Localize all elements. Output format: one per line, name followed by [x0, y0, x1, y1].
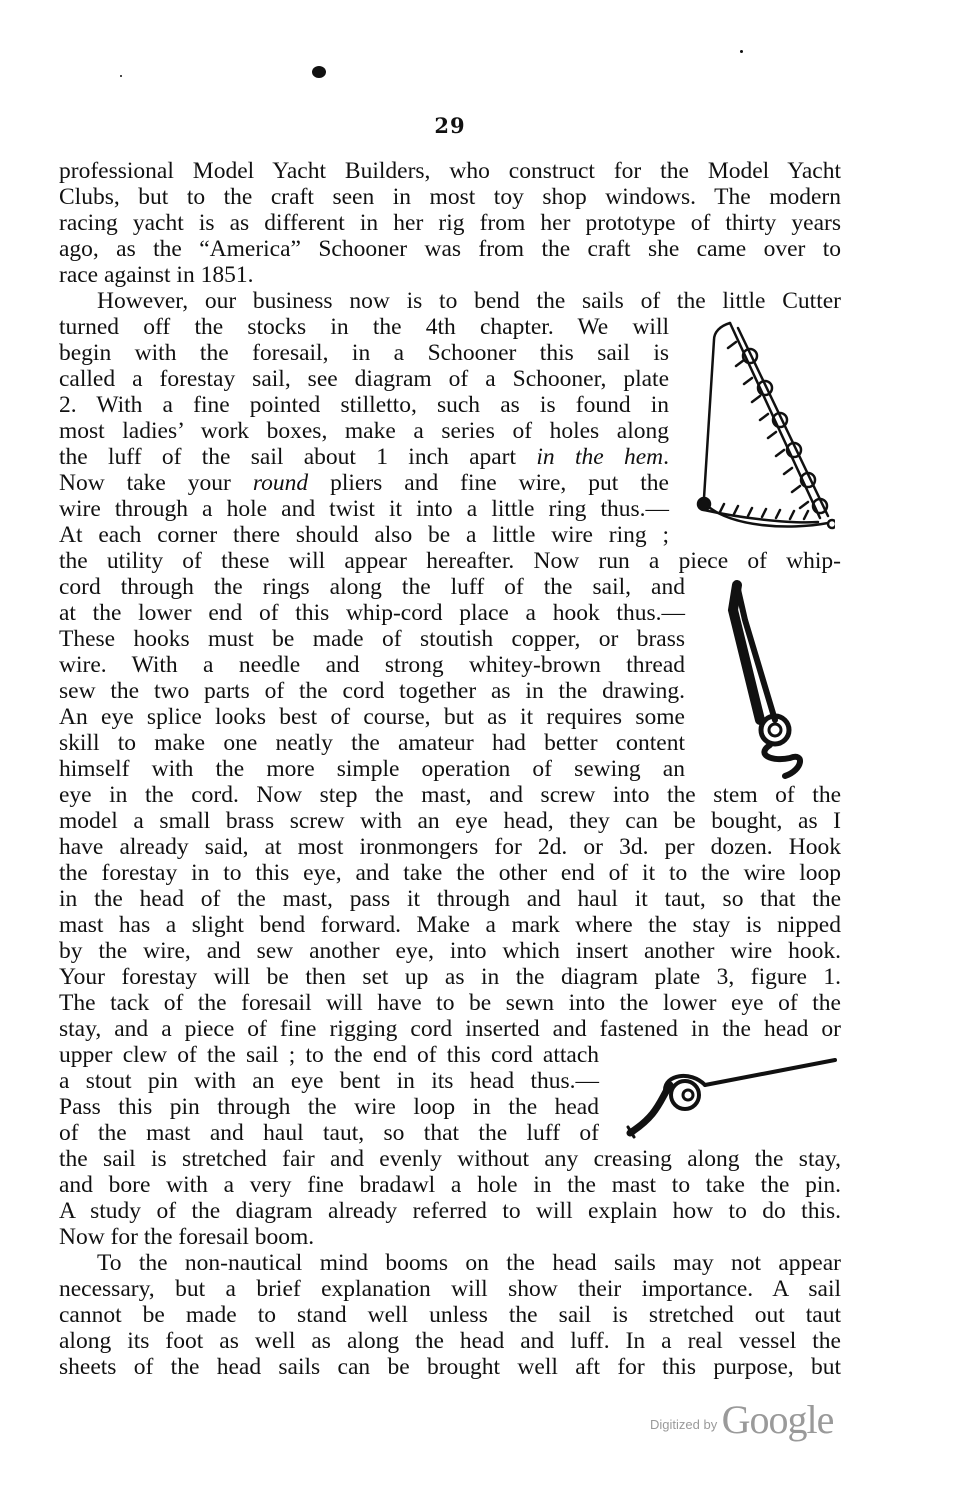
text-line: 2. With a fine pointed stilletto, such as is found in: [59, 392, 669, 418]
text-line: begin with the foresail, in a Schooner this sail is: [59, 340, 669, 366]
text-line: wire. With a needle and strong whitey-brown thread: [59, 652, 685, 678]
text-line: skill to make one neatly the amateur had better content: [59, 730, 685, 756]
digitized-by-google-watermark: [650, 1396, 833, 1443]
ink-blot: [312, 66, 326, 78]
text-line: turned off the stocks in the 4th chapter. We will: [59, 314, 669, 340]
text-line: a stout pin with an eye bent in its head thus.—: [59, 1068, 599, 1094]
google-logo-text: Google: [721, 1397, 834, 1442]
text-line: Clubs, but to the craft seen in most toy shop windows. The modern: [59, 184, 841, 210]
text-line: race against in 1851.: [59, 262, 254, 288]
text-line: most ladies’ work boxes, make a series of holes along: [59, 418, 669, 444]
watermark-prefix: Digitized by: [650, 1417, 718, 1432]
sail-with-rings-illustration: [690, 318, 835, 533]
text-line: have already said, at most ironmongers for 2d. or 3d. per dozen. Hook: [59, 834, 841, 860]
text-line: Your forestay will be then set up as in the diagram plate 3, figure 1.: [59, 964, 841, 990]
text-line: A study of the diagram already referred to will explain how to do this.: [59, 1198, 841, 1224]
text-line: of the mast and haul taut, so that the luff of: [59, 1120, 599, 1146]
text-line: eye in the cord. Now step the mast, and screw into the stem of the: [59, 782, 841, 808]
text-line: However, our business now is to bend the sails of the little Cutter: [97, 288, 841, 314]
text-line: The tack of the foresail will have to be sewn into the lower eye of the: [59, 990, 841, 1016]
text-line: at the lower end of this whip-cord place a hook thus.—: [59, 600, 685, 626]
text-line: the utility of these will appear hereafter. Now run a piece of whip-: [59, 548, 841, 574]
text-line: called a forestay sail, see diagram of a Schooner, plate: [59, 366, 669, 392]
text-line: mast has a slight bend forward. Make a mark where the stay is nipped: [59, 912, 841, 938]
text-line: An eye splice looks best of course, but as it requires some: [59, 704, 685, 730]
text-line: and bore with a very fine bradawl a hole in the mast to take the pin.: [59, 1172, 841, 1198]
ink-speck: [740, 50, 743, 53]
text-line: upper clew of the sail ; to the end of this cord attach: [59, 1042, 599, 1068]
text-line: model a small brass screw with an eye head, they can be bought, as I: [59, 808, 841, 834]
text-line: racing yacht is as different in her rig from her prototype of thirty years: [59, 210, 841, 236]
italic-text: round: [252, 470, 309, 496]
text-line: sew the two parts of the cord together as in the drawing.: [59, 678, 685, 704]
whipcord-hook-illustration: [715, 580, 815, 780]
text-line: necessary, but a brief explanation will show their importance. A sail: [59, 1276, 841, 1302]
pin-with-eye-illustration: [620, 1055, 845, 1145]
text-line: the sail is stretched fair and evenly without any creasing along the stay,: [59, 1146, 841, 1172]
text-line: sheets of the head sails can be brought well aft for this purpose, but: [59, 1354, 841, 1380]
text-line: professional Model Yacht Builders, who construct for the Model Yacht: [59, 158, 841, 184]
italic-text: in the hem: [536, 444, 664, 470]
text-line: himself with the more simple operation of sewing an: [59, 756, 685, 782]
text-line: cord through the rings along the luff of the sail, and: [59, 574, 685, 600]
ink-speck: [120, 75, 122, 77]
text-line: At each corner there should also be a little wire ring ;: [59, 522, 669, 548]
text-line: cannot be made to stand well unless the sail is stretched out taut: [59, 1302, 841, 1328]
text-line: by the wire, and sew another eye, into which insert another wire hook.: [59, 938, 841, 964]
text-line: wire through a hole and twist it into a little ring thus.—: [59, 496, 669, 522]
text-line: [59, 470, 669, 496]
text-line: in the head of the mast, pass it through and haul it taut, so that the: [59, 886, 841, 912]
text-line: stay, and a piece of fine rigging cord inserted and fastened in the head or: [59, 1016, 841, 1042]
text-line: Now for the foresail boom.: [59, 1224, 315, 1250]
text-run: Now take your: [59, 470, 253, 496]
text-line: along its foot as well as along the head and luff. In a real vessel the: [59, 1328, 841, 1354]
text-line: ago, as the “America” Schooner was from the craft she came over to: [59, 236, 841, 262]
text-line: These hooks must be made of stoutish copper, or brass: [59, 626, 685, 652]
text-run: the luff of the sail about 1 inch apart: [59, 444, 537, 470]
text-line: Pass this pin through the wire loop in the head: [59, 1094, 599, 1120]
text-line: the forestay in to this eye, and take the other end of it to the wire loop: [59, 860, 841, 886]
page-number: 29: [434, 113, 466, 138]
text-run: .: [663, 444, 670, 470]
text-line: [59, 444, 669, 470]
text-line: To the non-nautical mind booms on the head sails may not appear: [97, 1250, 841, 1276]
text-run: pliers and fine wire, put the: [308, 470, 669, 496]
